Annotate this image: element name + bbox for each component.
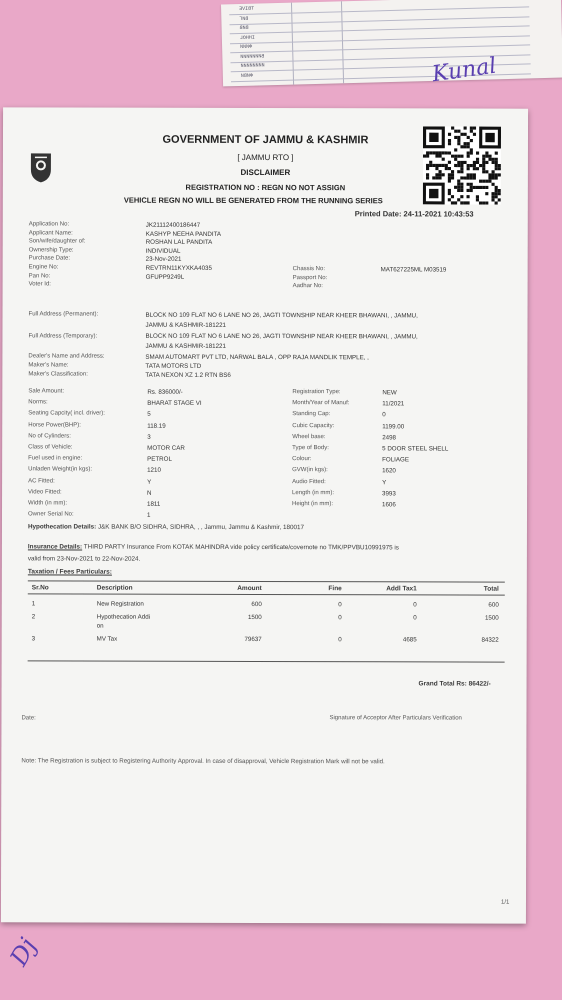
field-value: MOTOR CAR (147, 444, 185, 452)
table-header-cell: Fine (328, 585, 342, 593)
field-label: Purchase Date: (28, 255, 71, 262)
table-cell: Hypothecation Addi on (96, 613, 151, 630)
table-cell: 1500 (484, 614, 499, 622)
field-label: Sale Amount: (28, 388, 65, 395)
field-label: Standing Cap: (292, 411, 331, 418)
field-label: Owner Serial No: (27, 511, 74, 518)
table-cell: 0 (413, 614, 417, 622)
signature-line: Signature of Acceptor After Particulars Verification (329, 715, 462, 722)
table-cell: 4685 (402, 636, 417, 644)
hypothecation-row (28, 523, 304, 531)
field-label: Dealer's Name and Address: (28, 353, 105, 360)
field-value: 1199.00 (382, 422, 405, 430)
registration-note: Note: The Registration is subject to Registering Authority Approval. In case of disapproval, Vehicle Registration Mark will not be valid. (21, 757, 385, 766)
table-rule-top (28, 580, 505, 582)
field-label: Unladen Weight(in kgs): (28, 466, 93, 473)
field-value: Y (147, 478, 152, 486)
field-value: 1210 (147, 467, 161, 475)
field-value: 2498 (382, 434, 396, 442)
sheet-row-text: ИИИИИИИИ (240, 62, 265, 69)
insurance-value-line1: THIRD PARTY Insurance From KOTAK MAHINDRA vide policy certificate/covernote no TMK/PPVBU10991975 is (83, 543, 399, 552)
field-label: Application No: (28, 221, 70, 228)
field-label: Registration Type: (292, 389, 341, 396)
field-label: Applicant Name: (28, 229, 73, 237)
handwritten-mark: Dj (4, 933, 43, 971)
hypothecation-value: J&K BANK B/O SIDHRA, SIDHRA, , , Jammu, Jammu & Kashmir, 180017 (97, 523, 305, 532)
sheet-row-text: IHHOL (239, 34, 255, 41)
sheet-row-text: ВИГ (239, 15, 249, 22)
table-cell: New Registration (96, 600, 144, 608)
field-label: Wheel base: (292, 433, 326, 440)
field-label: Maker's Name: (28, 362, 69, 369)
field-value: KASHYP NEEHA PANDITA (145, 230, 222, 238)
field-label: Fuel used in engine: (28, 455, 83, 462)
field-label: Maker's Classification: (28, 371, 88, 378)
field-value: Y (382, 478, 387, 486)
field-label: Width (in mm): (28, 500, 68, 507)
field-label: Ownership Type: (28, 247, 74, 254)
table-cell: MV Tax (96, 635, 118, 643)
permanent-address-line2: JAMMU & KASHMIR-181221 (145, 321, 226, 329)
field-label: Norms: (28, 399, 48, 406)
sheet-row-text: ФИИИ (240, 43, 253, 50)
table-cell: 0 (413, 601, 417, 609)
running-series-note: VEHICLE REGN NO WILL BE GENERATED FROM THE RUNNING SERIES (123, 195, 383, 206)
field-value: 1811 (147, 500, 161, 508)
govt-title: GOVERNMENT OF JAMMU & KASHMIR (162, 133, 369, 147)
field-label: Month/Year of Manuf: (292, 400, 350, 407)
field-value: ROSHAN LAL PANDITA (145, 238, 213, 247)
field-value: TATA NEXON XZ 1.2 RTN BS6 (145, 371, 231, 379)
table-cell: 79637 (244, 635, 262, 643)
field-label: Seating Capcity( incl. driver): (28, 410, 105, 417)
field-label: Video Fitted: (28, 489, 62, 496)
field-label: Type of Body: (292, 445, 329, 452)
field-value: JK21112400186447 (145, 221, 201, 229)
field-label: GVW(in kgs): (292, 467, 328, 474)
table-cell: 84322 (481, 636, 499, 644)
temporary-address-line2: JAMMU & KASHMIR-181221 (145, 342, 226, 350)
field-value: GFUPP9249L (145, 273, 185, 281)
permanent-address-line1: BLOCK NO 109 FLAT NO 6 LANE NO 26, JAGTI TOWNSHIP NEAR KHEER BHAWANI, , JAMMU, (145, 311, 418, 320)
table-cell: 600 (488, 601, 499, 609)
insurance-label: Insurance Details: (27, 543, 83, 551)
insurance-row (28, 543, 399, 551)
permanent-address-label: Full Address (Permanent): (28, 311, 99, 318)
office-name: [ JAMMU RTO ] (237, 152, 294, 163)
sheet-row-text: ВИВ (239, 24, 249, 31)
disclaimer-document (1, 107, 528, 923)
field-value: TATA MOTORS LTD (145, 362, 202, 370)
field-value: 23-Nov-2021 (145, 256, 182, 264)
table-rule-header (28, 593, 505, 595)
table-cell: 0 (338, 601, 342, 609)
field-value: 0 (382, 411, 386, 419)
fees-section-label: Taxation / Fees Particulars: (27, 568, 112, 576)
temporary-address-label: Full Address (Temporary): (28, 333, 98, 340)
field-value: REVTRN11KYXKA4035 (145, 264, 212, 272)
field-value: 1606 (382, 501, 396, 509)
field-label: Height (in mm): (292, 501, 334, 508)
table-cell: 2 (31, 613, 36, 621)
sheet-row-text: TBIVE (239, 5, 255, 12)
table-cell: 0 (338, 636, 342, 644)
field-value: 3993 (382, 490, 396, 498)
page-number: 1/1 (500, 899, 510, 906)
table-header-cell: Sr.No (31, 584, 49, 592)
field-label: Son/wife/daughter of: (28, 238, 86, 245)
field-value: 118.19 (147, 422, 166, 430)
field-label: Length (in mm): (292, 489, 335, 496)
field-label: Aadhar No: (292, 283, 323, 290)
field-label: Pan No: (28, 272, 51, 280)
field-value: 3 (147, 433, 151, 441)
handwritten-name: Kunal (430, 53, 498, 88)
registration-no: REGISTRATION NO : REGN NO NOT ASSIGN (185, 182, 346, 193)
field-value: 1620 (382, 467, 396, 475)
table-header-cell: Addl Tax1 (386, 585, 417, 593)
field-value: 1 (146, 511, 151, 519)
field-value: 5 DOOR STEEL SHELL (382, 445, 449, 453)
table-cell: 1 (31, 600, 36, 608)
field-value: MAT627225ML M03519 (380, 266, 447, 274)
field-label: Class of Vehicle: (28, 444, 73, 451)
disclaimer-heading: DISCLAIMER (240, 167, 291, 178)
field-value: NEW (382, 389, 397, 397)
field-label: Horse Power(BHP): (28, 421, 81, 429)
table-header-cell: Description (96, 584, 133, 592)
field-value: 5 (147, 411, 151, 419)
field-label: Colour: (292, 456, 312, 463)
field-value: INDIVIDUAL (145, 247, 181, 255)
field-label: Audio Fitted: (292, 478, 326, 485)
date-label: Date: (21, 715, 36, 722)
grand-total: Grand Total Rs: 86422/- (418, 680, 491, 688)
field-value: 11/2021 (382, 400, 405, 408)
hypothecation-label: Hypothecation Details: (27, 523, 97, 531)
table-cell: 0 (338, 614, 342, 622)
insurance-value-line2: valid from 23-Nov-2021 to 22-Nov-2024. (27, 555, 141, 563)
sheet-row-text: ФИВИ (240, 72, 253, 79)
field-value: PETROL (147, 455, 172, 463)
field-label: Engine No: (28, 264, 59, 271)
table-cell: 600 (251, 600, 262, 608)
table-cell: 3 (31, 635, 36, 643)
printed-date: Printed Date: 24-11-2021 10:43:53 (354, 209, 474, 219)
table-header-cell: Total (483, 585, 499, 593)
field-value: N (147, 489, 152, 497)
field-value: SMAM AUTOMART PVT LTD, NARWAL BALA , OPP RAJA MANDLIK TEMPLE, , (145, 353, 369, 362)
table-rule-bottom (28, 660, 505, 662)
background-sheet (221, 0, 562, 86)
field-label: Chassis No: (292, 266, 325, 273)
field-label: No of Cylinders: (28, 433, 71, 440)
field-label: Passport No: (292, 274, 328, 281)
table-cell: 1500 (247, 613, 262, 621)
field-value: BHARAT STAGE VI (147, 399, 202, 408)
field-label: AC Fitted: (28, 477, 55, 485)
field-label: Voter Id: (28, 281, 51, 288)
temporary-address-line1: BLOCK NO 109 FLAT NO 6 LANE NO 26, JAGTI TOWNSHIP NEAR KHEER BHAWANI, , JAMMU, (145, 332, 418, 341)
table-header-cell: Amount (237, 584, 262, 592)
field-label: Cubic Capacity: (292, 422, 335, 429)
sheet-row-text: ВИИИИИИИ (240, 52, 265, 60)
field-value: Rs. 836000/- (147, 388, 183, 396)
field-value: FOLIAGE (382, 456, 409, 464)
